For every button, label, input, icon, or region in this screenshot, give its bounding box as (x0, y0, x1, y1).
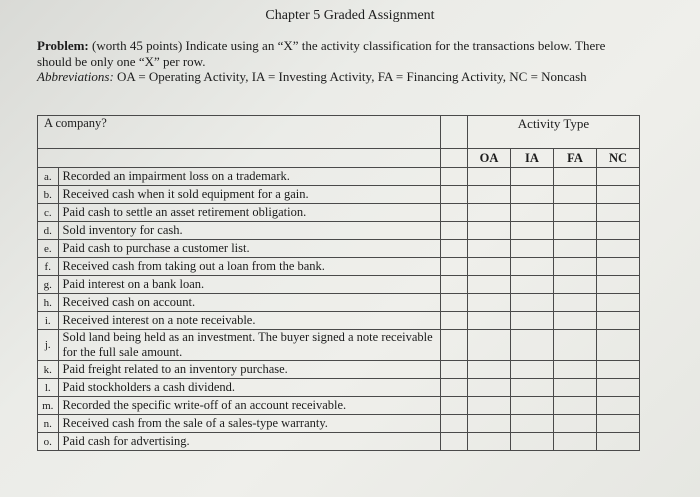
activity-table (37, 115, 640, 451)
answer-cell-fa[interactable] (554, 186, 597, 204)
answer-cell-oa[interactable] (468, 186, 511, 204)
answer-cell-fa[interactable] (554, 258, 597, 276)
answer-cell-oa[interactable] (468, 312, 511, 330)
table-row (38, 204, 640, 222)
answer-cell-ia[interactable] (511, 379, 554, 397)
answer-cell-oa[interactable] (468, 204, 511, 222)
answer-cell-nc[interactable] (597, 276, 640, 294)
answer-cell-nc[interactable] (597, 258, 640, 276)
answer-cell-ia[interactable] (511, 168, 554, 186)
row-letter: o. (38, 433, 59, 451)
answer-cell-nc[interactable] (597, 204, 640, 222)
row-description: Received cash from taking out a loan from the bank. (58, 258, 440, 276)
row-description: Recorded an impairment loss on a trademark. (58, 168, 440, 186)
row-spacer-cell (441, 361, 468, 379)
row-letter: k. (38, 361, 59, 379)
row-description: Paid cash to purchase a customer list. (58, 240, 440, 258)
row-spacer-cell (441, 379, 468, 397)
row-letter: b. (38, 186, 59, 204)
answer-cell-fa[interactable] (554, 330, 597, 361)
abbreviations-label: Abbreviations: (37, 69, 114, 84)
row-description: Paid cash to settle an asset retirement obligation. (58, 204, 440, 222)
row-spacer-cell (441, 222, 468, 240)
answer-cell-fa[interactable] (554, 276, 597, 294)
row-spacer-cell (441, 433, 468, 451)
answer-cell-nc[interactable] (597, 186, 640, 204)
answer-cell-ia[interactable] (511, 330, 554, 361)
col-nc: NC (597, 149, 640, 168)
table-row (38, 186, 640, 204)
answer-cell-ia[interactable] (511, 258, 554, 276)
answer-cell-ia[interactable] (511, 276, 554, 294)
row-description: Paid interest on a bank loan. (58, 276, 440, 294)
answer-cell-ia[interactable] (511, 222, 554, 240)
answer-cell-nc[interactable] (597, 433, 640, 451)
answer-cell-oa[interactable] (468, 258, 511, 276)
answer-cell-nc[interactable] (597, 168, 640, 186)
row-letter: h. (38, 294, 59, 312)
table-row (38, 276, 640, 294)
row-description: Received cash from the sale of a sales-type warranty. (58, 415, 440, 433)
table-row (38, 361, 640, 379)
answer-cell-nc[interactable] (597, 312, 640, 330)
answer-cell-fa[interactable] (554, 361, 597, 379)
row-description: Recorded the specific write-off of an account receivable. (58, 397, 440, 415)
col-fa: FA (554, 149, 597, 168)
row-spacer-cell (441, 397, 468, 415)
answer-cell-fa[interactable] (554, 222, 597, 240)
row-spacer-cell (441, 276, 468, 294)
table-row (38, 433, 640, 451)
answer-cell-nc[interactable] (597, 330, 640, 361)
table-row (38, 312, 640, 330)
row-letter: n. (38, 415, 59, 433)
row-letter: m. (38, 397, 59, 415)
row-spacer-cell (441, 294, 468, 312)
answer-cell-fa[interactable] (554, 294, 597, 312)
row-letter: a. (38, 168, 59, 186)
row-spacer-cell (441, 312, 468, 330)
answer-cell-oa[interactable] (468, 330, 511, 361)
row-letter: i. (38, 312, 59, 330)
problem-text: (worth 45 points) Indicate using an “X” the activity classification for the transactions below. There should be only one “X” per row. (37, 38, 606, 69)
row-description: Paid stockholders a cash dividend. (58, 379, 440, 397)
table-row (38, 379, 640, 397)
row-letter: c. (38, 204, 59, 222)
row-description: Sold inventory for cash. (58, 222, 440, 240)
answer-cell-ia[interactable] (511, 433, 554, 451)
answer-cell-fa[interactable] (554, 312, 597, 330)
answer-cell-oa[interactable] (468, 240, 511, 258)
table-row (38, 168, 640, 186)
row-letter: e. (38, 240, 59, 258)
answer-cell-nc[interactable] (597, 361, 640, 379)
col-oa: OA (468, 149, 511, 168)
answer-cell-oa[interactable] (468, 433, 511, 451)
page-title: Chapter 5 Graded Assignment (265, 8, 435, 23)
answer-cell-nc[interactable] (597, 379, 640, 397)
row-spacer-cell (441, 330, 468, 361)
row-description: Received cash when it sold equipment for a gain. (58, 186, 440, 204)
answer-cell-fa[interactable] (554, 397, 597, 415)
answer-cell-oa[interactable] (468, 415, 511, 433)
col-ia: IA (511, 149, 554, 168)
answer-cell-oa[interactable] (468, 361, 511, 379)
answer-cell-fa[interactable] (554, 379, 597, 397)
blank-header-cell (441, 149, 468, 168)
row-spacer-cell (441, 186, 468, 204)
row-description: Sold land being held as an investment. The buyer signed a note receivable for the full sale amount. (58, 330, 440, 361)
table-row (38, 258, 640, 276)
answer-cell-oa[interactable] (468, 294, 511, 312)
answer-cell-oa[interactable] (468, 379, 511, 397)
row-description: Paid freight related to an inventory purchase. (58, 361, 440, 379)
header-spacer (441, 116, 468, 149)
row-spacer-cell (441, 204, 468, 222)
blank-header-cell (38, 149, 441, 168)
row-letter: j. (38, 330, 59, 361)
table-row (38, 294, 640, 312)
company-header: A company? (38, 116, 441, 149)
answer-cell-ia[interactable] (511, 415, 554, 433)
row-spacer-cell (441, 240, 468, 258)
answer-cell-oa[interactable] (468, 168, 511, 186)
abbreviations-text: OA = Operating Activity, IA = Investing Activity, FA = Financing Activity, NC = Noncash (117, 69, 587, 84)
table-row (38, 222, 640, 240)
answer-cell-ia[interactable] (511, 294, 554, 312)
answer-cell-ia[interactable] (511, 204, 554, 222)
row-description: Received cash on account. (58, 294, 440, 312)
answer-cell-ia[interactable] (511, 186, 554, 204)
row-description: Received interest on a note receivable. (58, 312, 440, 330)
column-header-row (38, 149, 640, 168)
row-spacer-cell (441, 258, 468, 276)
answer-cell-ia[interactable] (511, 361, 554, 379)
answer-cell-fa[interactable] (554, 433, 597, 451)
answer-cell-fa[interactable] (554, 415, 597, 433)
answer-cell-fa[interactable] (554, 240, 597, 258)
answer-cell-nc[interactable] (597, 397, 640, 415)
row-letter: g. (38, 276, 59, 294)
answer-cell-oa[interactable] (468, 222, 511, 240)
activity-type-header: Activity Type (468, 116, 640, 149)
table-row (38, 397, 640, 415)
problem-label: Problem: (37, 38, 89, 53)
answer-cell-nc[interactable] (597, 240, 640, 258)
answer-cell-nc[interactable] (597, 415, 640, 433)
answer-cell-fa[interactable] (554, 168, 597, 186)
table-row (38, 240, 640, 258)
row-description: Paid cash for advertising. (58, 433, 440, 451)
row-letter: d. (38, 222, 59, 240)
answer-cell-ia[interactable] (511, 240, 554, 258)
row-spacer-cell (441, 168, 468, 186)
answer-cell-ia[interactable] (511, 397, 554, 415)
table-row (38, 415, 640, 433)
row-letter: f. (38, 258, 59, 276)
answer-cell-fa[interactable] (554, 204, 597, 222)
table-row (38, 330, 640, 361)
answer-cell-oa[interactable] (468, 397, 511, 415)
problem-statement (37, 38, 637, 85)
answer-cell-nc[interactable] (597, 294, 640, 312)
answer-cell-oa[interactable] (468, 276, 511, 294)
answer-cell-nc[interactable] (597, 222, 640, 240)
row-spacer-cell (441, 415, 468, 433)
answer-cell-ia[interactable] (511, 312, 554, 330)
row-letter: l. (38, 379, 59, 397)
